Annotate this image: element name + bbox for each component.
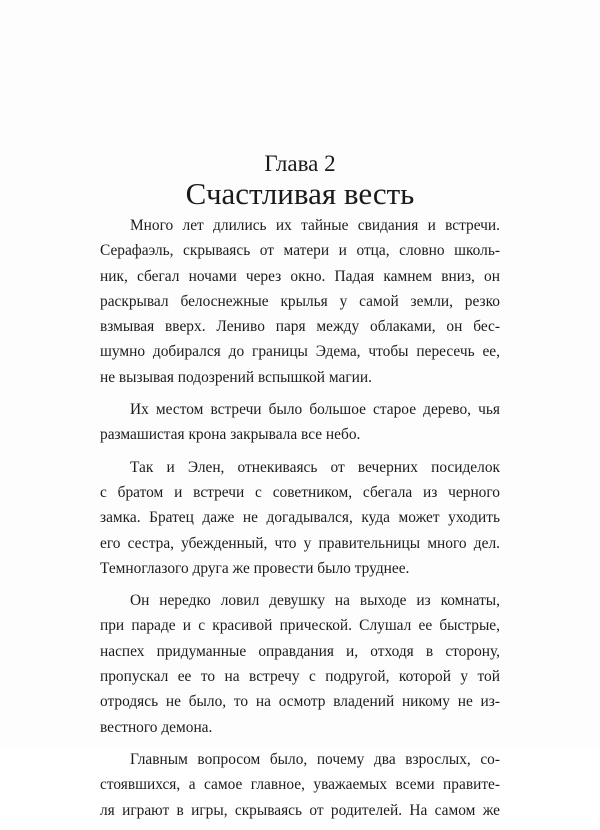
chapter-label: Глава 2 xyxy=(264,151,336,176)
text-line: при параде и с красивой прической. Слушал ее быстрые, xyxy=(100,617,500,635)
text-line: пропускал ее то на встречу с подругой, которой у той xyxy=(100,668,500,686)
paragraph xyxy=(100,397,500,448)
text-line: с братом и встречи с советником, сбегала из черного xyxy=(100,483,500,501)
text-line: размашистая крона закрывала все небо. xyxy=(100,426,361,444)
text-line: вестного демона. xyxy=(100,718,213,736)
text-line: взмывая вверх. Лениво паря между облаками, он бес- xyxy=(100,318,500,336)
text-line: Так и Элен, отнекиваясь от вечерних посиделок xyxy=(130,458,500,476)
text-line: Серафаэль, скрываясь от матери и отца, словно школь- xyxy=(100,242,500,260)
paragraph xyxy=(100,588,500,740)
text-line: Темноглазого друга же провести было труднее. xyxy=(100,559,410,577)
text-line: ник, сбегал ночами через окно. Падая камнем вниз, он xyxy=(100,267,500,285)
text-line: Он нередко ловил девушку на выходе из комнаты, xyxy=(130,592,500,610)
text-line: не вызывая подозрений вспышкой магии. xyxy=(100,368,372,386)
chapter-title: Счастливая весть xyxy=(185,176,415,211)
paragraph xyxy=(100,213,500,390)
text-line: Главным вопросом было, почему два взрослых, со- xyxy=(130,750,500,768)
paragraph xyxy=(100,455,500,581)
text-line: шумно добирался до границы Эдема, чтобы пересечь ее, xyxy=(100,343,500,361)
paragraph xyxy=(100,747,500,823)
chapter-header xyxy=(0,150,600,211)
text-line: раскрывал белоснежные крылья у самой земли, резко xyxy=(100,292,500,310)
text-line: стоявшихся, а самое главное, уважаемых всеми правите- xyxy=(100,776,500,794)
text-line: Их местом встречи было большое старое дерево, чья xyxy=(130,401,500,419)
text-line: замка. Братец даже не догадывался, куда может уходить xyxy=(100,509,500,527)
text-line: Много лет длились их тайные свидания и встречи. xyxy=(130,217,500,234)
text-line: его сестра, убежденный, что у правительницы много дел. xyxy=(100,534,500,552)
text-line: отродясь не было, то на осмотр владений никому не из- xyxy=(100,693,500,711)
text-line: ля играют в игры, скрываясь от родителей. На самом же xyxy=(100,801,500,819)
chapter-body xyxy=(100,213,500,830)
text-line: наспех придуманные оправдания и, отходя в сторону, xyxy=(100,642,500,660)
